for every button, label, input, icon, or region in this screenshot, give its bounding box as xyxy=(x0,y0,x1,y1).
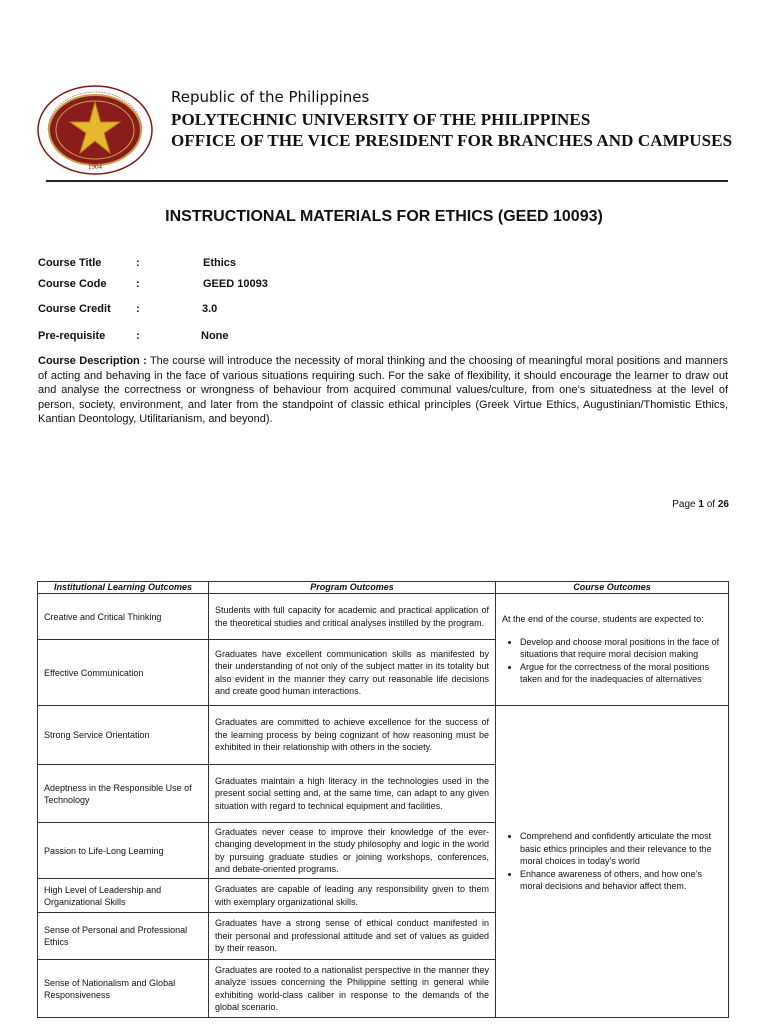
header-divider xyxy=(46,180,728,182)
co-header: Course Outcomes xyxy=(496,582,729,594)
po-cell: Graduates have a strong sense of ethical conduct manifested in their personal and professional attitude and set of values as guided by their reason. xyxy=(209,913,496,960)
course-description-text: The course will introduce the necessity of moral thinking and the choosing of meaningful moral positions and manners of acting and behaving in the face of various situations requiring such. For the sake of flexibility, it should encourage the learner to draw out and analyse the correctness or wrongness of behaviour from acquired communal values/culture, from one’s situatedness at the level of person, society, environment, and later from the standpoint of classic ethical principles (Greek Virtue Ethics, Augustinian/Thomistic Ethics, Kantian Deontology, Utilitarianism, and beyond). xyxy=(38,355,729,425)
ilo-header: Institutional Learning Outcomes xyxy=(38,582,209,594)
po-cell: Graduates have excellent communication skills as manifested by their understanding of not only of the subject matter in its totality but also evident in the manner they carry out reasonable life decisions and create good human interactions. xyxy=(209,640,496,706)
page-current: 1 xyxy=(698,499,704,510)
po-cell: Graduates are rooted to a nationalist perspective in the manner they analyze issues concerning the Philippine setting in general while exhibiting world-class caliber in response to the demands of the global scenario. xyxy=(209,960,496,1018)
prerequisite-value: None xyxy=(201,330,229,342)
course-code-label: Course Code xyxy=(38,278,107,290)
course-title-label: Course Title xyxy=(38,257,102,269)
republic-line: Republic of the Philippines xyxy=(171,88,370,106)
university-name: POLYTECHNIC UNIVERSITY OF THE PHILIPPINES xyxy=(171,110,591,129)
page-total: 26 xyxy=(717,499,729,510)
table-row xyxy=(38,594,729,640)
course-outcomes-list-1 xyxy=(502,636,722,686)
list-item: • Comprehend and confidently articulate the most basic ethics principles and their relevance to the moral choices in today’s world xyxy=(520,830,722,868)
course-code-sep: : xyxy=(136,278,140,290)
po-cell: Graduates maintain a high literacy in the technologies used in the present social setting and, at the same time, can adapt to any given situation with regard to technical equipment and facilities. xyxy=(209,765,496,823)
prerequisite-sep: : xyxy=(136,330,140,342)
document-title: INSTRUCTIONAL MATERIALS FOR ETHICS (GEED 10093) xyxy=(165,208,603,225)
course-code-value: GEED 10093 xyxy=(203,278,268,290)
table-header-row xyxy=(38,582,729,594)
ilo-cell: High Level of Leadership and Organizational Skills xyxy=(38,879,209,913)
course-title-sep: : xyxy=(136,257,140,269)
page-of: of xyxy=(706,499,716,510)
ilo-cell: Passion to Life-Long Learning xyxy=(38,823,209,879)
course-credit-sep: : xyxy=(136,303,140,315)
ilo-cell: Effective Communication xyxy=(38,640,209,706)
list-item: • Argue for the correctness of the moral positions taken and for the inadequacies of alternatives xyxy=(520,661,722,686)
ilo-cell: Adeptness in the Responsible Use of Technology xyxy=(38,765,209,823)
course-credit-value: 3.0 xyxy=(202,303,218,315)
list-item: • Develop and choose moral positions in the face of situations that require moral decision making xyxy=(520,636,722,661)
course-outcomes-intro: At the end of the course, students are expected to: xyxy=(502,614,704,625)
list-item: • Enhance awareness of others, and how one’s moral decisions and behavior affect them. xyxy=(520,868,722,893)
po-cell: Graduates are capable of leading any responsibility given to them with exemplary organizational skills. xyxy=(209,879,496,913)
po-cell: Graduates are committed to achieve excellence for the success of the learning process by being cognizant of how reasoning must be exhibited in their relationship with others in the society. xyxy=(209,706,496,765)
course-description-label: Course Description : xyxy=(38,355,147,367)
university-seal-logo xyxy=(36,85,154,175)
page-prefix: Page xyxy=(672,499,696,510)
office-name: OFFICE OF THE VICE PRESIDENT FOR BRANCHES AND CAMPUSES xyxy=(171,131,733,150)
po-cell: Graduates never cease to improve their knowledge of the ever-changing development in the study philosophy and logic in the world by pursuing graduate studies or joining workshops, conferences, and debate-oriented programs. xyxy=(209,823,496,879)
page-number xyxy=(672,499,729,510)
ilo-cell: Creative and Critical Thinking xyxy=(38,594,209,640)
course-outcomes-list-2 xyxy=(502,830,722,893)
course-description xyxy=(38,354,728,427)
svg-text:1904: 1904 xyxy=(88,163,102,171)
ilo-cell: Sense of Personal and Professional Ethics xyxy=(38,913,209,960)
po-cell: Students with full capacity for academic and practical application of the theoretical studies and critical analyses instilled by the program. xyxy=(209,594,496,640)
prerequisite-label: Pre-requisite xyxy=(38,330,106,342)
course-title-value: Ethics xyxy=(203,257,237,269)
table-row xyxy=(38,706,729,765)
course-outcomes-cell-1 xyxy=(496,594,729,706)
course-outcomes-cell-2 xyxy=(496,706,729,1018)
ilo-cell: Sense of Nationalism and Global Responsiveness xyxy=(38,960,209,1018)
course-credit-label: Course Credit xyxy=(38,303,111,315)
outcomes-table xyxy=(37,581,729,1018)
po-header: Program Outcomes xyxy=(209,582,496,594)
ilo-cell: Strong Service Orientation xyxy=(38,706,209,765)
